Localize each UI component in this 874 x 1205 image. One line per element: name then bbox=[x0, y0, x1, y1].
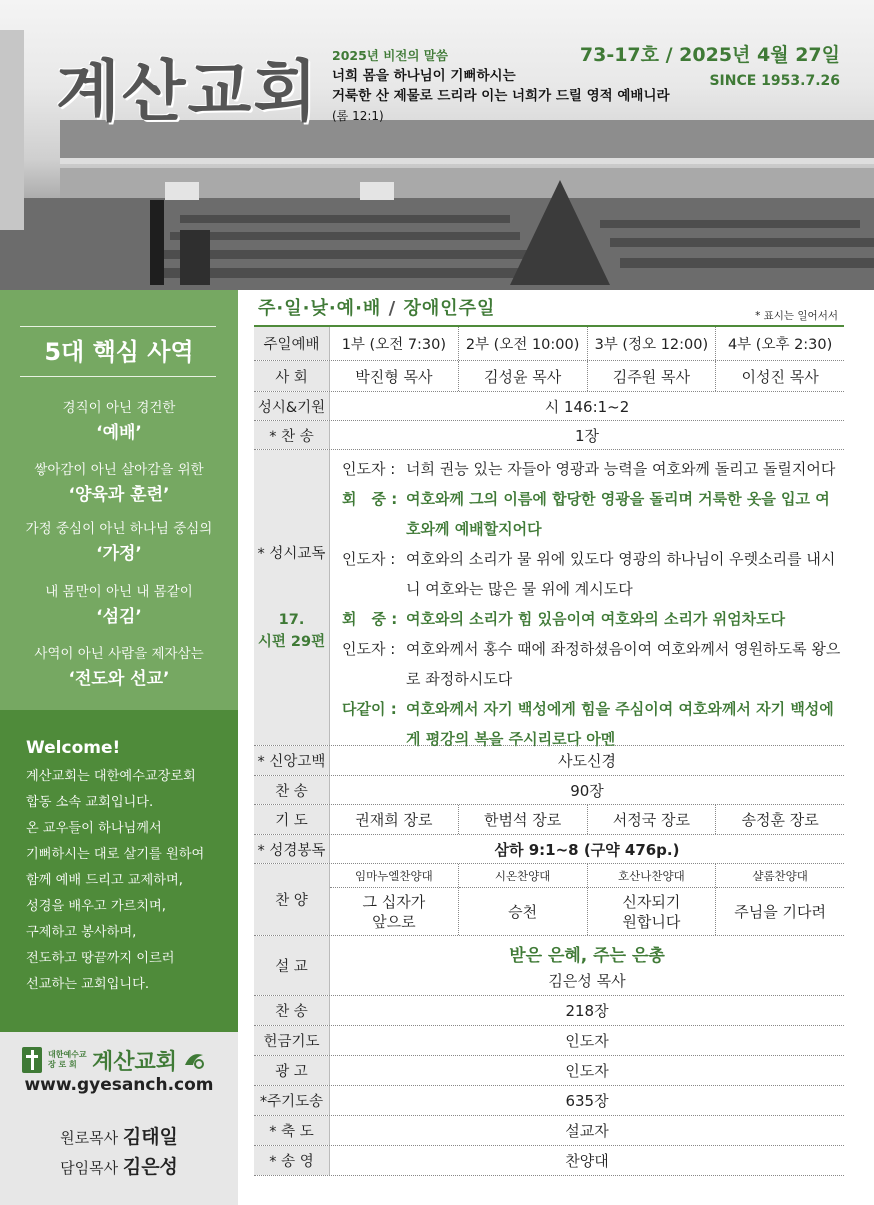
choir-cell bbox=[459, 864, 588, 935]
responsive-reading bbox=[330, 450, 844, 748]
prayer-elder: 권재희 장로 bbox=[330, 805, 459, 834]
service-title-separator: / bbox=[388, 298, 397, 319]
core-item-sub: 경직이 아닌 경건한 bbox=[62, 400, 176, 416]
welcome-line: 온 교우들이 하나님께서 bbox=[26, 821, 162, 836]
website-link[interactable]: www.gyesanch.com bbox=[24, 1075, 214, 1095]
welcome-line: 선교하는 교회입니다. bbox=[26, 977, 150, 992]
reading-speaker: 회 중 : bbox=[342, 490, 398, 508]
reading-speaker: 인도자 : bbox=[342, 640, 396, 658]
table-row bbox=[254, 805, 844, 835]
senior-pastor-name: 김은성 bbox=[122, 1156, 178, 1178]
row-label: 헌금기도 bbox=[254, 1026, 330, 1055]
choir-cell bbox=[330, 864, 459, 935]
table-row bbox=[254, 1116, 844, 1146]
table-row bbox=[254, 996, 844, 1026]
issue-info bbox=[580, 40, 840, 89]
pastor-emeritus bbox=[0, 1122, 238, 1149]
core-item-sub: 사역이 아닌 사람을 제자삼는 bbox=[34, 646, 204, 662]
church-name-title: 계산교회 bbox=[56, 53, 320, 130]
welcome-title: Welcome! bbox=[26, 738, 121, 758]
header-banner bbox=[0, 0, 874, 290]
table-row bbox=[254, 392, 844, 421]
row-value: 635장 bbox=[565, 1092, 609, 1110]
choir-name: 샬롬찬양대 bbox=[716, 864, 844, 888]
row-label: 찬 송 bbox=[254, 776, 330, 804]
core-item-main: ‘가정’ bbox=[96, 544, 142, 564]
core-ministries-title: 5대 핵심 사역 bbox=[44, 338, 194, 366]
sermon bbox=[330, 936, 844, 995]
service-time: 1부 (오전 7:30) bbox=[330, 327, 459, 360]
denomination-line: 대한예수교 bbox=[48, 1050, 87, 1059]
reading-speaker: 다같이 : bbox=[342, 700, 397, 718]
choir-song bbox=[508, 888, 537, 935]
leader-name: 김주원 목사 bbox=[588, 361, 717, 391]
choir-song-text: 신자되기 원합니다 bbox=[622, 892, 681, 931]
reading-line bbox=[342, 694, 844, 754]
choir-song-text: 주님을 기다려 bbox=[734, 902, 826, 921]
row-value: 찬양대 bbox=[565, 1152, 609, 1170]
leader-name: 박진형 목사 bbox=[330, 361, 459, 391]
reading-text: 여호와의 소리가 물 위에 있도다 영광의 하나님이 우렛소리를 내시니 여호와는 많은 물 위에 계시도다 bbox=[406, 550, 836, 598]
table-row bbox=[254, 327, 844, 361]
service-time: 3부 (정오 12:00) bbox=[588, 327, 717, 360]
pastor-emeritus-label: 원로목사 bbox=[60, 1129, 119, 1147]
denomination-label bbox=[48, 1050, 88, 1070]
since-date: SINCE 1953.7.26 bbox=[709, 73, 840, 89]
service-time: 2부 (오전 10:00) bbox=[459, 327, 588, 360]
table-row bbox=[254, 1026, 844, 1056]
core-item-main: ‘양육과 훈련’ bbox=[68, 485, 170, 505]
table-row bbox=[254, 746, 844, 776]
sermon-title: 받은 은혜, 주는 은총 bbox=[509, 945, 665, 966]
welcome-line: 기뻐하시는 대로 살기를 원하여 bbox=[26, 847, 205, 862]
denomination-line: 장 로 회 bbox=[48, 1060, 77, 1069]
core-item-main: ‘전도와 선교’ bbox=[68, 669, 170, 689]
reading-line bbox=[342, 544, 844, 604]
welcome-line: 합동 소속 교회입니다. bbox=[26, 795, 154, 810]
reading-text: 여호와께서 홍수 때에 좌정하셨음이여 여호와께서 영원하도록 왕으로 좌정하시도다 bbox=[406, 640, 841, 688]
reading-speaker: 회 중 : bbox=[342, 610, 398, 628]
cross-icon bbox=[22, 1047, 42, 1073]
row-label bbox=[254, 450, 330, 745]
table-row bbox=[254, 421, 844, 450]
pastor-emeritus-name: 김태일 bbox=[122, 1126, 178, 1148]
welcome-line: 계산교회는 대한예수교장로회 bbox=[26, 769, 196, 784]
row-label: * 신앙고백 bbox=[254, 746, 330, 775]
core-item-sub: 내 몸만이 아닌 내 몸같이 bbox=[45, 584, 193, 600]
table-row bbox=[254, 450, 844, 746]
divider bbox=[20, 376, 216, 377]
core-item-main: ‘섬김’ bbox=[96, 607, 142, 627]
row-label: 기 도 bbox=[254, 805, 330, 834]
row-value: 설교자 bbox=[565, 1122, 609, 1140]
row-label: 찬 송 bbox=[254, 996, 330, 1025]
service-title-main: 주·일·낮·예·배 bbox=[258, 298, 382, 319]
prayer-elder: 송정훈 장로 bbox=[741, 811, 819, 829]
core-item bbox=[0, 396, 238, 443]
core-item bbox=[0, 517, 238, 564]
reading-text: 여호와께서 자기 백성에게 힘을 주심이여 여호와께서 자기 백성에게 평강의 복을 주시리로다 아멘 bbox=[406, 700, 834, 748]
core-item bbox=[0, 458, 238, 505]
service-header bbox=[254, 290, 844, 326]
reading-psalm: 시편 29편 bbox=[257, 634, 326, 650]
row-value: 90장 bbox=[570, 781, 604, 800]
core-ministries-panel bbox=[0, 290, 238, 710]
vision-reference: (롬 12:1) bbox=[332, 109, 384, 123]
core-item-main: ‘예배’ bbox=[96, 423, 142, 443]
table-row bbox=[254, 936, 844, 996]
choir-cell bbox=[716, 864, 844, 935]
reading-text: 너희 권능 있는 자들아 영광과 능력을 여호와께 돌리고 돌릴지어다 bbox=[406, 460, 836, 478]
core-item-sub: 가정 중심이 아닌 하나님 중심의 bbox=[25, 521, 213, 537]
table-row bbox=[254, 1146, 844, 1176]
row-value: 사도신경 bbox=[558, 752, 616, 770]
reading-line bbox=[342, 484, 844, 544]
church-logo bbox=[22, 1040, 207, 1080]
row-value: 218장 bbox=[565, 1002, 609, 1020]
service-title bbox=[258, 294, 495, 320]
reading-label: * 성시교독 bbox=[257, 546, 326, 562]
divider bbox=[20, 326, 216, 327]
table-row bbox=[254, 864, 844, 936]
choir-song-text: 승천 bbox=[508, 902, 538, 921]
row-label: 사 회 bbox=[254, 361, 330, 391]
reading-speaker: 인도자 : bbox=[342, 460, 396, 478]
row-value: 시 146:1~2 bbox=[544, 397, 630, 416]
table-row bbox=[254, 835, 844, 864]
welcome-line: 구제하고 봉사하며, bbox=[26, 925, 137, 940]
welcome-line: 함께 예배 드리고 교제하며, bbox=[26, 873, 183, 888]
table-row bbox=[254, 776, 844, 805]
senior-pastor bbox=[0, 1152, 238, 1179]
church-emblem-icon bbox=[181, 1049, 207, 1071]
welcome-body bbox=[26, 764, 238, 998]
row-label: * 찬 송 bbox=[254, 421, 330, 449]
service-title-sub: 장애인주일 bbox=[403, 298, 496, 319]
choir-song-text: 그 십자가 앞으로 bbox=[362, 892, 426, 931]
row-value: 인도자 bbox=[565, 1032, 609, 1050]
prayer-elder: 한범석 장로 bbox=[459, 805, 588, 834]
logo-church-name: 계산교회 bbox=[92, 1049, 178, 1075]
choir-name: 임마누엘찬양대 bbox=[330, 864, 458, 888]
reading-number: 17. bbox=[278, 612, 305, 628]
choir-song bbox=[734, 888, 826, 935]
issue-number-date: 73-17호 / 2025년 4월 27일 bbox=[579, 44, 840, 66]
row-label: 성시&기원 bbox=[254, 392, 330, 420]
reading-line bbox=[342, 634, 844, 694]
service-time: 4부 (오후 2:30) bbox=[727, 337, 833, 353]
welcome-line: 전도하고 땅끝까지 이르러 bbox=[26, 951, 175, 966]
reading-line bbox=[342, 604, 844, 634]
core-item-sub: 쌓아감이 아닌 살아감을 위한 bbox=[34, 462, 204, 478]
row-label: * 축 도 bbox=[254, 1116, 330, 1145]
row-label: 찬 양 bbox=[254, 864, 330, 935]
senior-pastor-label: 담임목사 bbox=[60, 1159, 119, 1177]
vision-line-1: 너희 몸을 하나님이 기뻐하시는 bbox=[332, 68, 516, 84]
sermon-preacher: 김은성 목사 bbox=[548, 971, 626, 990]
choir-cell bbox=[588, 864, 717, 935]
stand-note: * 표시는 일어서서 bbox=[755, 310, 838, 322]
welcome-panel bbox=[0, 710, 238, 1032]
reading-text: 여호와의 소리가 힘 있음이여 여호와의 소리가 위엄차도다 bbox=[406, 610, 786, 628]
table-row bbox=[254, 1086, 844, 1116]
reading-speaker: 인도자 : bbox=[342, 550, 396, 568]
choir-song bbox=[622, 888, 680, 935]
welcome-line: 성경을 배우고 가르치며, bbox=[26, 899, 166, 914]
reading-text: 여호와께 그의 이름에 합당한 영광을 돌리며 거룩한 옷을 입고 여호와께 예배할지어다 bbox=[406, 490, 830, 538]
choir-song bbox=[363, 888, 426, 935]
core-item bbox=[0, 580, 238, 627]
row-label: 설 교 bbox=[254, 936, 330, 995]
choir-name: 호산나찬양대 bbox=[588, 864, 716, 888]
core-item bbox=[0, 642, 238, 689]
leader-name: 이성진 목사 bbox=[741, 367, 819, 386]
table-row bbox=[254, 1056, 844, 1086]
row-value: 인도자 bbox=[565, 1062, 609, 1080]
leader-name: 김성윤 목사 bbox=[459, 361, 588, 391]
row-value: 1장 bbox=[574, 426, 600, 445]
vision-line-2: 거룩한 산 제물로 드리라 이는 너희가 드릴 영적 예배니라 bbox=[332, 88, 670, 104]
choir-name: 시온찬양대 bbox=[459, 864, 587, 888]
row-label: * 성경봉독 bbox=[254, 835, 330, 863]
row-label: *주기도송 bbox=[254, 1086, 330, 1115]
row-label: 주일예배 bbox=[254, 327, 330, 360]
row-label: * 송 영 bbox=[254, 1146, 330, 1175]
order-table bbox=[254, 325, 844, 1176]
table-row bbox=[254, 361, 844, 392]
row-label: 광 고 bbox=[254, 1056, 330, 1085]
vision-label: 2025년 비전의 말씀 bbox=[332, 48, 448, 63]
prayer-elder: 서정국 장로 bbox=[588, 805, 717, 834]
reading-line bbox=[342, 454, 844, 484]
scripture-reference: 삼하 9:1~8 (구약 476p.) bbox=[494, 840, 680, 859]
